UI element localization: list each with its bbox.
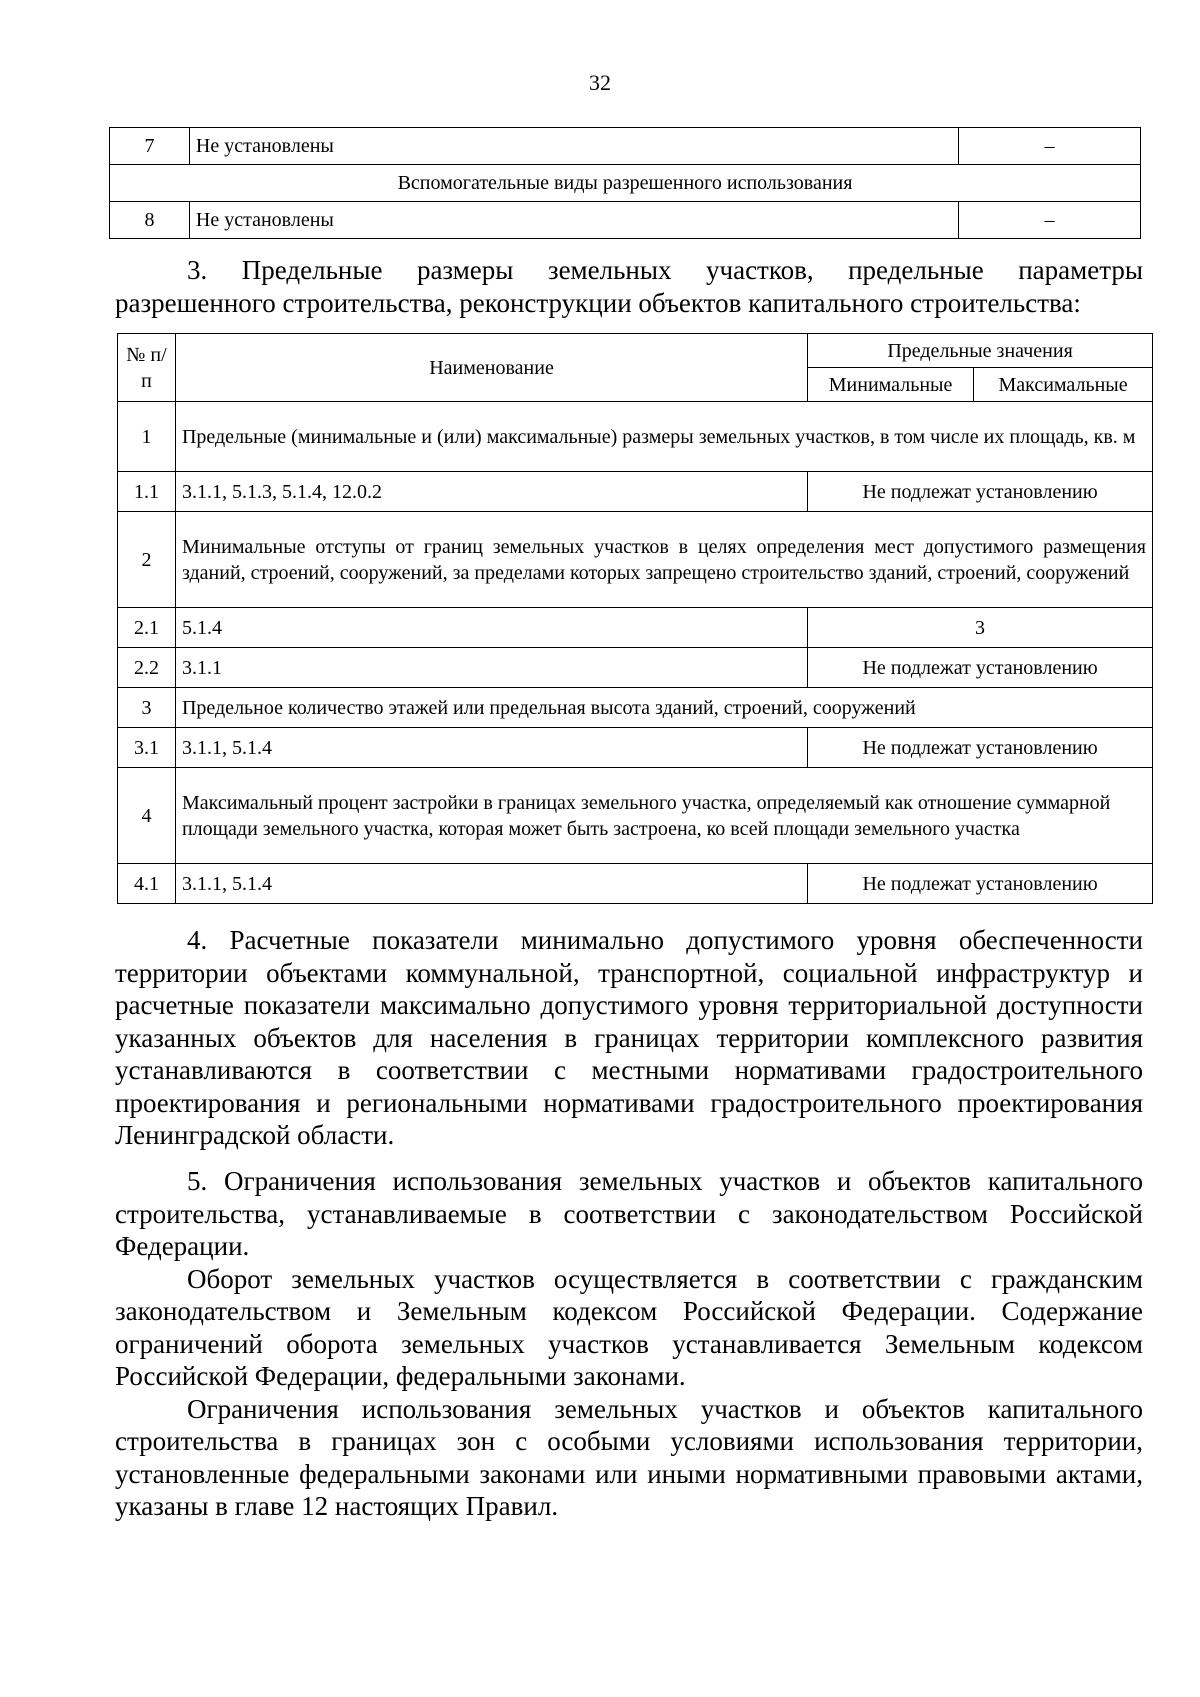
row-value: Не подлежат установлению bbox=[808, 864, 1153, 904]
header-name: Наименование bbox=[175, 334, 807, 402]
row-value: 3 bbox=[808, 608, 1153, 648]
header-num: № п/п bbox=[118, 334, 176, 402]
table-row bbox=[118, 402, 1153, 472]
row-number: 8 bbox=[110, 202, 190, 239]
limits-table bbox=[117, 333, 1153, 904]
section-5-heading: 5. Ограничения использования земельных участков и объектов капитального строительства, устанавливаемые в соответствии с законодательством Российской Федерации. bbox=[115, 1166, 1143, 1261]
table-header-row bbox=[118, 334, 1153, 368]
table-row bbox=[118, 512, 1153, 608]
row-value: – bbox=[959, 202, 1141, 239]
table-row bbox=[110, 202, 1141, 239]
permitted-uses-table bbox=[109, 127, 1141, 239]
row-name: Не установлены bbox=[189, 202, 958, 239]
table-row bbox=[118, 768, 1153, 864]
row-name: 5.1.4 bbox=[175, 608, 807, 648]
row-number: 4 bbox=[118, 768, 176, 864]
row-number: 3.1 bbox=[118, 728, 176, 768]
row-value: Не подлежат установлению bbox=[808, 648, 1153, 688]
row-name: 3.1.1, 5.1.3, 5.1.4, 12.0.2 bbox=[175, 472, 807, 512]
header-min: Минимальные bbox=[808, 368, 974, 402]
row-number: 1.1 bbox=[118, 472, 176, 512]
row-number: 2.2 bbox=[118, 648, 176, 688]
row-name: 3.1.1, 5.1.4 bbox=[175, 728, 807, 768]
row-name: 3.1.1, 5.1.4 bbox=[175, 864, 807, 904]
table-row bbox=[118, 864, 1153, 904]
row-number: 3 bbox=[118, 688, 176, 728]
row-name: 3.1.1 bbox=[175, 648, 807, 688]
row-text: Минимальные отступы от границ земельных участков в целях определения мест допустимого размещения зданий, строений, сооружений, за пределами которых запрещено строительство зданий, строений, сооружений bbox=[175, 512, 1152, 608]
section-5-paragraph: Оборот земельных участков осуществляется в соответствии с гражданским законодательством и Земельным кодексом Российской Федерации. Содержание ограничений оборота земельных участков устанавливается Земельным кодексом Российской Федерации, федеральными законами. bbox=[115, 1263, 1143, 1391]
table-row bbox=[110, 128, 1141, 165]
table-row bbox=[118, 648, 1153, 688]
row-text: Максимальный процент застройки в границах земельного участка, определяемый как отношение суммарной площади земельного участка, которая может быть застроена, ко всей площади земельного участка bbox=[175, 768, 1152, 864]
table-row bbox=[118, 688, 1153, 728]
row-number: 4.1 bbox=[118, 864, 176, 904]
table-row bbox=[118, 728, 1153, 768]
header-max: Максимальные bbox=[974, 368, 1153, 402]
table-row bbox=[118, 472, 1153, 512]
row-value: – bbox=[959, 128, 1141, 165]
table-section-header bbox=[110, 165, 1141, 202]
row-text: Предельные (минимальные и (или) максимальные) размеры земельных участков, в том числе их площадь, кв. м bbox=[175, 402, 1152, 472]
row-number: 2.1 bbox=[118, 608, 176, 648]
page-number: 32 bbox=[589, 70, 611, 95]
row-number: 7 bbox=[110, 128, 190, 165]
row-number: 1 bbox=[118, 402, 176, 472]
row-text: Предельное количество этажей или предельная высота зданий, строений, сооружений bbox=[175, 688, 1152, 728]
section-5 bbox=[115, 1165, 1143, 1523]
table-row bbox=[118, 608, 1153, 648]
row-value: Не подлежат установлению bbox=[808, 728, 1153, 768]
row-name: Не установлены bbox=[189, 128, 958, 165]
section-header-text: Вспомогательные виды разрешенного использования bbox=[110, 165, 1141, 202]
section-3-heading: 3. Предельные размеры земельных участков, предельные параметры разрешенного строительства, реконструкции объектов капитального строительства: bbox=[115, 255, 1143, 318]
section-5-paragraph: Ограничения использования земельных участков и объектов капитального строительства в границах зон с особыми условиями использования территории, установленные федеральными законами или иными нормативными правовыми актами, указаны в главе 12 настоящих Правил. bbox=[115, 1393, 1143, 1521]
row-value: Не подлежат установлению bbox=[808, 472, 1153, 512]
section-4-paragraph: 4. Расчетные показатели минимально допустимого уровня обеспеченности территории объектами коммунальной, транспортной, социальной инфраструктур и расчетные показатели максимально допустимого уровня территориальной доступности указанных объектов для населения в границах территории комплексного развития устанавливаются в соответствии с местными нормативами градостроительного проектирования и региональными нормативами градостроительного проектирования Ленинградской области. bbox=[115, 925, 1143, 1150]
row-number: 2 bbox=[118, 512, 176, 608]
header-limits: Предельные значения bbox=[808, 334, 1153, 368]
